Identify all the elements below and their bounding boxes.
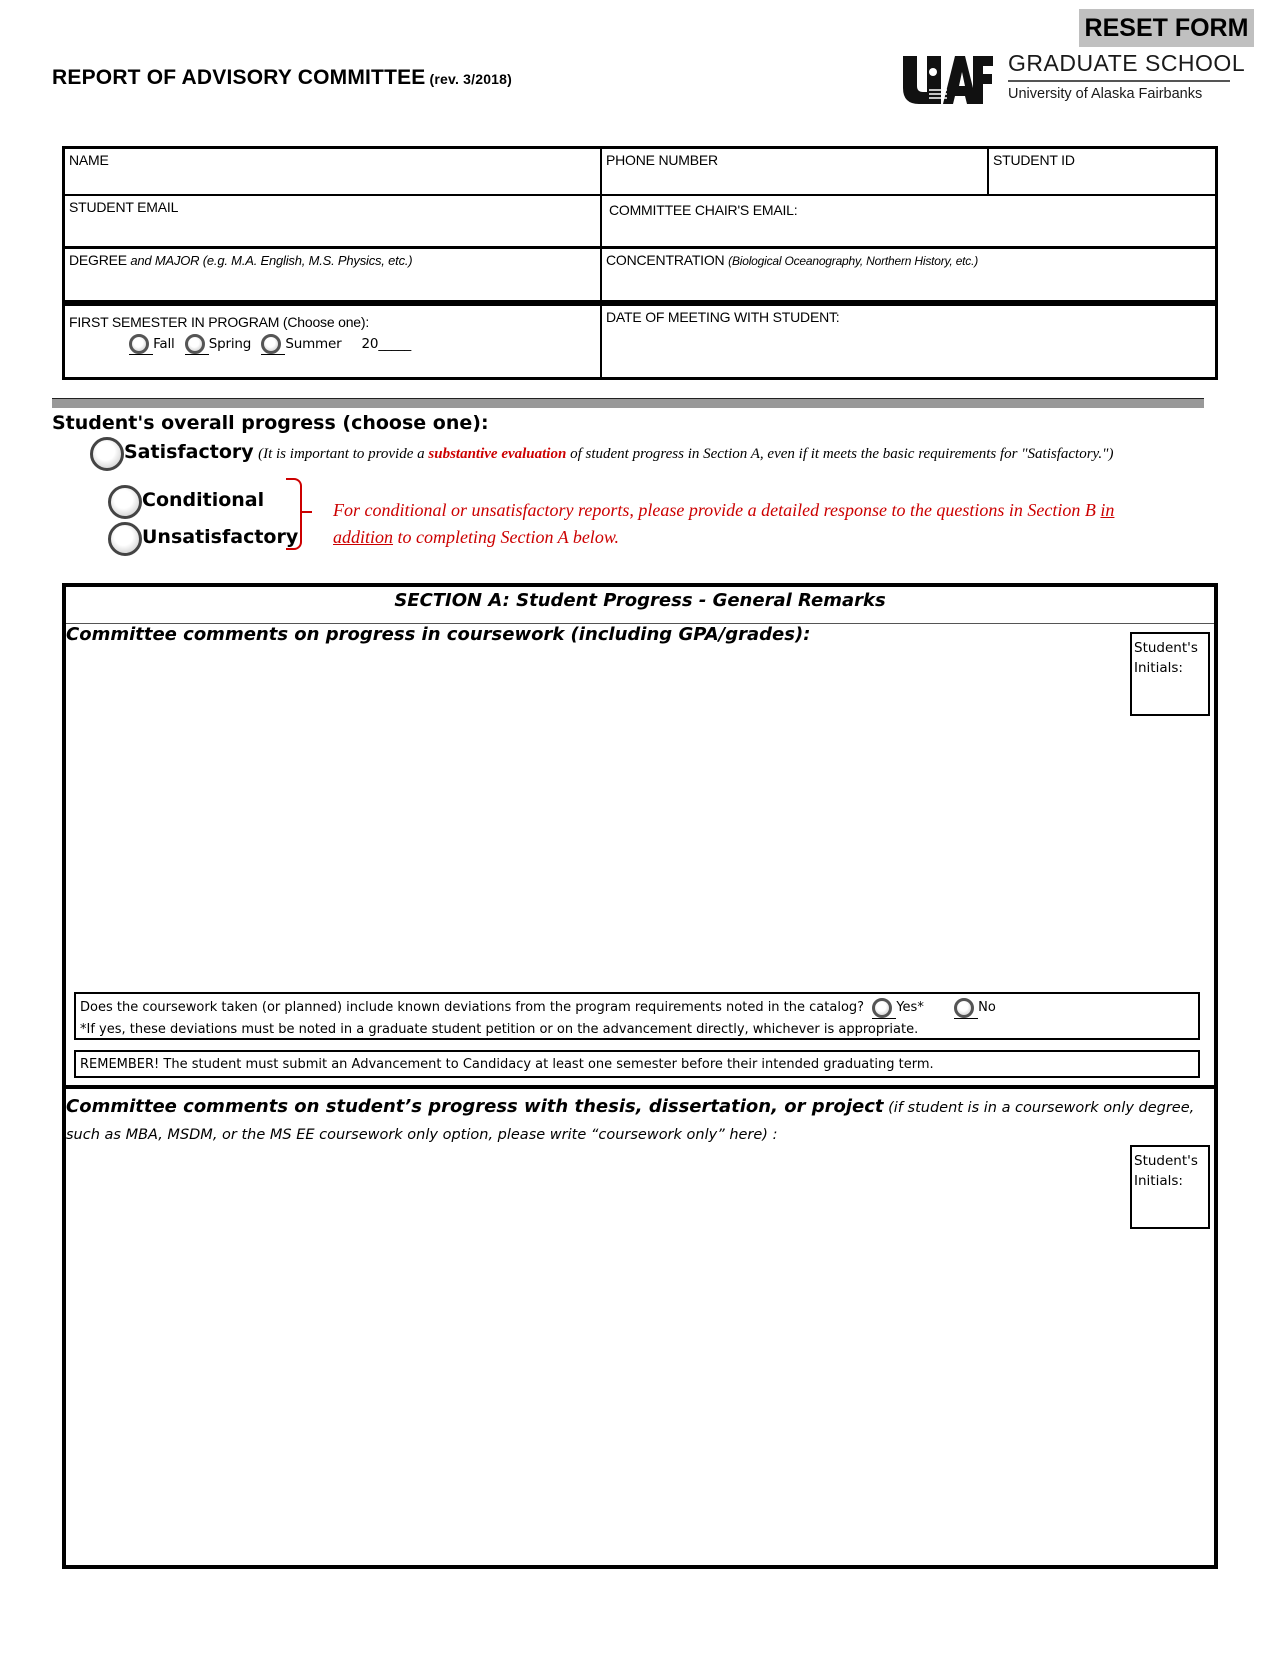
unsatisfactory-radio[interactable] xyxy=(108,522,142,556)
page-title xyxy=(52,66,512,90)
conditional-note: For conditional or unsatisfactory reports, please provide a detailed response to the questions in Section B in addition to completing Section A below. xyxy=(333,500,1115,547)
deviation-yes-label: Yes* xyxy=(896,1000,924,1015)
date-meeting-label: DATE OF MEETING WITH STUDENT: xyxy=(606,309,840,325)
semester-fall-radio[interactable] xyxy=(129,334,149,354)
semester-spring-label: Spring xyxy=(208,336,252,352)
coursework-heading: Committee comments on progress in coursework (including GPA/grades): xyxy=(66,624,811,645)
university-name: University of Alaska Fairbanks xyxy=(1008,86,1203,102)
degree-label: DEGREE xyxy=(69,252,127,268)
remember-notice: REMEMBER! The student must submit an Advancement to Candidacy at least one semester before their intended graduating term. xyxy=(74,1050,1200,1078)
satisfactory-label: Satisfactory xyxy=(124,441,254,464)
first-semester-field xyxy=(65,311,600,377)
section-divider xyxy=(62,1085,1218,1089)
semester-summer-radio[interactable] xyxy=(261,334,281,354)
section-a-title: SECTION A: Student Progress - General Remarks xyxy=(394,590,886,611)
form-title: REPORT OF ADVISORY COMMITTEE xyxy=(52,66,426,89)
year-input[interactable]: _____ xyxy=(378,336,412,352)
initials-label: Initials: xyxy=(1134,660,1183,676)
bracket-icon xyxy=(286,478,302,550)
satisfactory-note: (It is important to provide a substantive evaluation of student progress in Section A, even if it meets the basic requirements for "Satisfactory.") xyxy=(258,446,1114,463)
chair-email-field[interactable] xyxy=(602,199,1215,246)
deviation-no-radio[interactable] xyxy=(954,998,974,1018)
satisfactory-radio[interactable] xyxy=(90,437,124,471)
student-email-label: STUDENT EMAIL xyxy=(69,199,179,215)
progress-title: Student's overall progress (choose one): xyxy=(52,412,489,434)
semester-summer-label: Summer xyxy=(285,336,342,352)
deviation-question: Does the coursework taken (or planned) include known deviations from the program requirements noted in the catalog? xyxy=(80,1000,865,1015)
conditional-radio[interactable] xyxy=(108,485,142,519)
unsatisfactory-option xyxy=(108,522,298,556)
initials-label: Student's xyxy=(1134,640,1198,656)
logo-divider xyxy=(1008,80,1230,82)
phone-field[interactable] xyxy=(602,149,987,194)
reset-form-button[interactable]: RESET FORM xyxy=(1079,9,1254,47)
unsatisfactory-label: Unsatisfactory xyxy=(142,526,299,549)
thesis-comments-input[interactable] xyxy=(68,1150,1122,1564)
degree-hint: and MAJOR (e.g. M.A. English, M.S. Physics, etc.) xyxy=(126,253,413,268)
initials-label: Initials: xyxy=(1134,1173,1183,1189)
date-meeting-field[interactable] xyxy=(602,306,1215,377)
year-prefix: 20 xyxy=(361,336,379,352)
phone-label: PHONE NUMBER xyxy=(606,152,718,168)
concentration-field[interactable] xyxy=(602,249,1215,300)
satisfactory-option xyxy=(90,437,1250,471)
conditional-option xyxy=(108,485,264,519)
semester-fall-label: Fall xyxy=(153,336,175,352)
deviation-question-box xyxy=(74,992,1200,1040)
first-semester-label: FIRST SEMESTER IN PROGRAM (Choose one): xyxy=(69,314,370,330)
deviation-note: *If yes, these deviations must be noted in a graduate student petition or on the advancement directly, whichever is appropriate. xyxy=(80,1022,919,1037)
student-id-label: STUDENT ID xyxy=(993,152,1075,168)
bracket-tip xyxy=(300,511,312,513)
thesis-initials-box[interactable] xyxy=(1130,1145,1210,1229)
section-separator xyxy=(52,398,1204,408)
student-email-field[interactable] xyxy=(65,196,600,246)
concentration-label: CONCENTRATION xyxy=(606,252,729,268)
semester-spring-radio[interactable] xyxy=(185,334,205,354)
conditional-label: Conditional xyxy=(142,489,265,512)
chair-email-label: COMMITTEE CHAIR'S EMAIL: xyxy=(609,202,798,218)
concentration-hint: (Biological Oceanography, Northern History, etc.) xyxy=(728,254,979,268)
deviation-no-label: No xyxy=(978,1000,996,1015)
name-label: NAME xyxy=(69,152,109,168)
coursework-initials-box[interactable] xyxy=(1130,632,1210,716)
name-field[interactable] xyxy=(65,149,600,194)
uaf-logo-icon xyxy=(903,52,993,104)
form-revision: (rev. 3/2018) xyxy=(429,71,513,87)
student-id-field[interactable] xyxy=(989,149,1215,194)
student-info-table xyxy=(62,146,1218,380)
coursework-comments-input[interactable] xyxy=(68,652,1122,986)
graduate-school-label: GRADUATE SCHOOL xyxy=(1008,50,1246,76)
deviation-yes-radio[interactable] xyxy=(872,998,892,1018)
initials-label: Student's xyxy=(1134,1153,1198,1169)
thesis-heading: Committee comments on student’s progress with thesis, dissertation, or project (if student is in a coursework only degree, such as MBA, MSDM, or the MS EE coursework only option, please write “coursework only” here) : xyxy=(66,1096,1195,1143)
degree-major-field[interactable] xyxy=(65,249,600,300)
